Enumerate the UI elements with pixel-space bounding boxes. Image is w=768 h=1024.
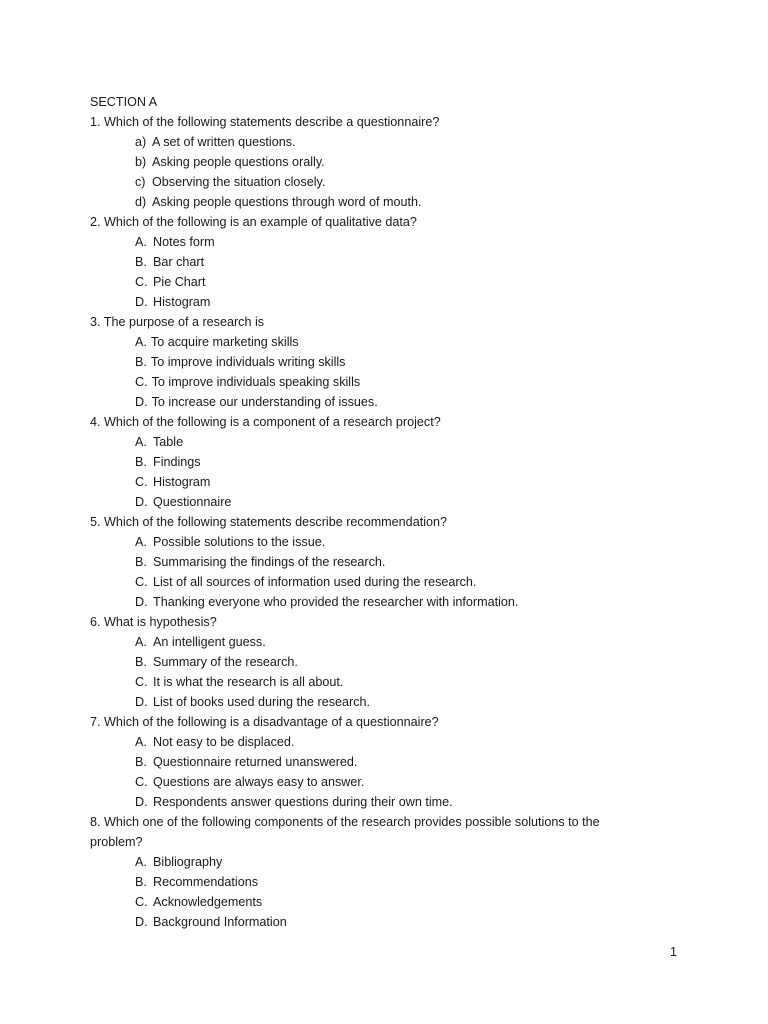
- question-text: 3. The purpose of a research is: [90, 315, 265, 329]
- option-letter: C.: [135, 375, 148, 389]
- answer-option: [90, 172, 650, 192]
- answer-option: [90, 772, 650, 792]
- option-text: To improve individuals speaking skills: [151, 375, 361, 389]
- option-letter: c): [135, 175, 146, 189]
- option-letter: A.: [135, 855, 147, 869]
- question-text: 4. Which of the following is a component of a research project?: [90, 415, 441, 429]
- option-letter: B.: [135, 455, 147, 469]
- option-text: Possible solutions to the issue.: [153, 535, 326, 549]
- question-text: 6. What is hypothesis?: [90, 615, 217, 629]
- answer-option: [90, 152, 650, 172]
- option-text: Background Information: [153, 915, 287, 929]
- question-4: [90, 412, 650, 512]
- option-text: An intelligent guess.: [153, 635, 266, 649]
- answer-option: [90, 752, 650, 772]
- option-letter: C.: [135, 775, 148, 789]
- option-text: Acknowledgements: [153, 895, 263, 909]
- option-text: Questionnaire returned unanswered.: [153, 755, 358, 769]
- option-letter: B.: [135, 355, 147, 369]
- answer-option: [90, 552, 650, 572]
- answer-option: [90, 392, 650, 412]
- page-number: 1: [670, 945, 678, 959]
- option-text: Thanking everyone who provided the researcher with information.: [153, 595, 519, 609]
- question-6: [90, 612, 650, 712]
- answer-option: [90, 252, 650, 272]
- answer-option: [90, 372, 650, 392]
- option-text: Questions are always easy to answer.: [153, 775, 365, 789]
- option-letter: A.: [135, 435, 147, 449]
- option-letter: D.: [135, 295, 148, 309]
- option-letter: D.: [135, 595, 148, 609]
- answer-option: [90, 492, 650, 512]
- option-letter: A.: [135, 735, 147, 749]
- option-letter: D.: [135, 495, 148, 509]
- question-text: 5. Which of the following statements describe recommendation?: [90, 515, 448, 529]
- answer-option: [90, 432, 650, 452]
- option-text: A set of written questions.: [152, 135, 296, 149]
- option-letter: A.: [135, 235, 147, 249]
- option-text: Histogram: [153, 295, 211, 309]
- document-body: [90, 92, 650, 932]
- option-text: Questionnaire: [153, 495, 232, 509]
- question-text: 7. Which of the following is a disadvantage of a questionnaire?: [90, 715, 439, 729]
- option-text: To increase our understanding of issues.: [151, 395, 378, 409]
- option-text: It is what the research is all about.: [153, 675, 344, 689]
- answer-option: [90, 652, 650, 672]
- answer-option: [90, 132, 650, 152]
- option-letter: A.: [135, 335, 147, 349]
- option-letter: a): [135, 135, 147, 149]
- option-text: Not easy to be displaced.: [153, 735, 295, 749]
- option-letter: C.: [135, 675, 148, 689]
- question-2: [90, 212, 650, 312]
- section-title: SECTION A: [90, 95, 158, 109]
- option-letter: C.: [135, 275, 148, 289]
- option-letter: B.: [135, 255, 147, 269]
- option-letter: A.: [135, 635, 147, 649]
- option-text: To improve individuals writing skills: [150, 355, 346, 369]
- option-letter: B.: [135, 555, 147, 569]
- answer-option: [90, 192, 650, 212]
- question-1: [90, 112, 650, 212]
- option-letter: C.: [135, 895, 148, 909]
- question-text: 8. Which one of the following components of the research provides possible solutions to the problem?: [90, 815, 600, 849]
- option-text: Summary of the research.: [153, 655, 298, 669]
- option-letter: D.: [135, 915, 148, 929]
- answer-option: [90, 792, 650, 812]
- answer-option: [90, 892, 650, 912]
- option-text: List of all sources of information used during the research.: [153, 575, 477, 589]
- answer-option: [90, 852, 650, 872]
- answer-option: [90, 452, 650, 472]
- answer-option: [90, 912, 650, 932]
- question-text: 2. Which of the following is an example of qualitative data?: [90, 215, 417, 229]
- answer-option: [90, 232, 650, 252]
- option-letter: b): [135, 155, 147, 169]
- option-text: To acquire marketing skills: [150, 335, 299, 349]
- option-text: List of books used during the research.: [153, 695, 371, 709]
- option-text: Bar chart: [153, 255, 205, 269]
- question-7: [90, 712, 650, 812]
- answer-option: [90, 632, 650, 652]
- option-text: Respondents answer questions during their own time.: [153, 795, 453, 809]
- option-text: Summarising the findings of the research.: [153, 555, 386, 569]
- answer-option: [90, 572, 650, 592]
- option-text: Observing the situation closely.: [152, 175, 326, 189]
- option-text: Table: [153, 435, 184, 449]
- option-text: Bibliography: [153, 855, 223, 869]
- option-text: Histogram: [153, 475, 211, 489]
- option-text: Notes form: [153, 235, 215, 249]
- question-text: 1. Which of the following statements describe a questionnaire?: [90, 115, 440, 129]
- answer-option: [90, 692, 650, 712]
- option-letter: D.: [135, 695, 148, 709]
- option-letter: B.: [135, 875, 147, 889]
- answer-option: [90, 872, 650, 892]
- option-letter: C.: [135, 475, 148, 489]
- answer-option: [90, 472, 650, 492]
- answer-option: [90, 732, 650, 752]
- answer-option: [90, 532, 650, 552]
- option-letter: A.: [135, 535, 147, 549]
- answer-option: [90, 332, 650, 352]
- answer-option: [90, 292, 650, 312]
- option-letter: D.: [135, 795, 148, 809]
- question-3: [90, 312, 650, 412]
- answer-option: [90, 592, 650, 612]
- option-text: Pie Chart: [153, 275, 206, 289]
- option-letter: d): [135, 195, 147, 209]
- option-text: Asking people questions orally.: [152, 155, 325, 169]
- option-letter: C.: [135, 575, 148, 589]
- option-text: Recommendations: [153, 875, 258, 889]
- option-letter: B.: [135, 755, 147, 769]
- option-letter: D.: [135, 395, 148, 409]
- answer-option: [90, 352, 650, 372]
- question-8: [90, 812, 650, 932]
- answer-option: [90, 272, 650, 292]
- question-5: [90, 512, 650, 612]
- answer-option: [90, 672, 650, 692]
- option-letter: B.: [135, 655, 147, 669]
- option-text: Findings: [153, 455, 201, 469]
- option-text: Asking people questions through word of mouth.: [152, 195, 422, 209]
